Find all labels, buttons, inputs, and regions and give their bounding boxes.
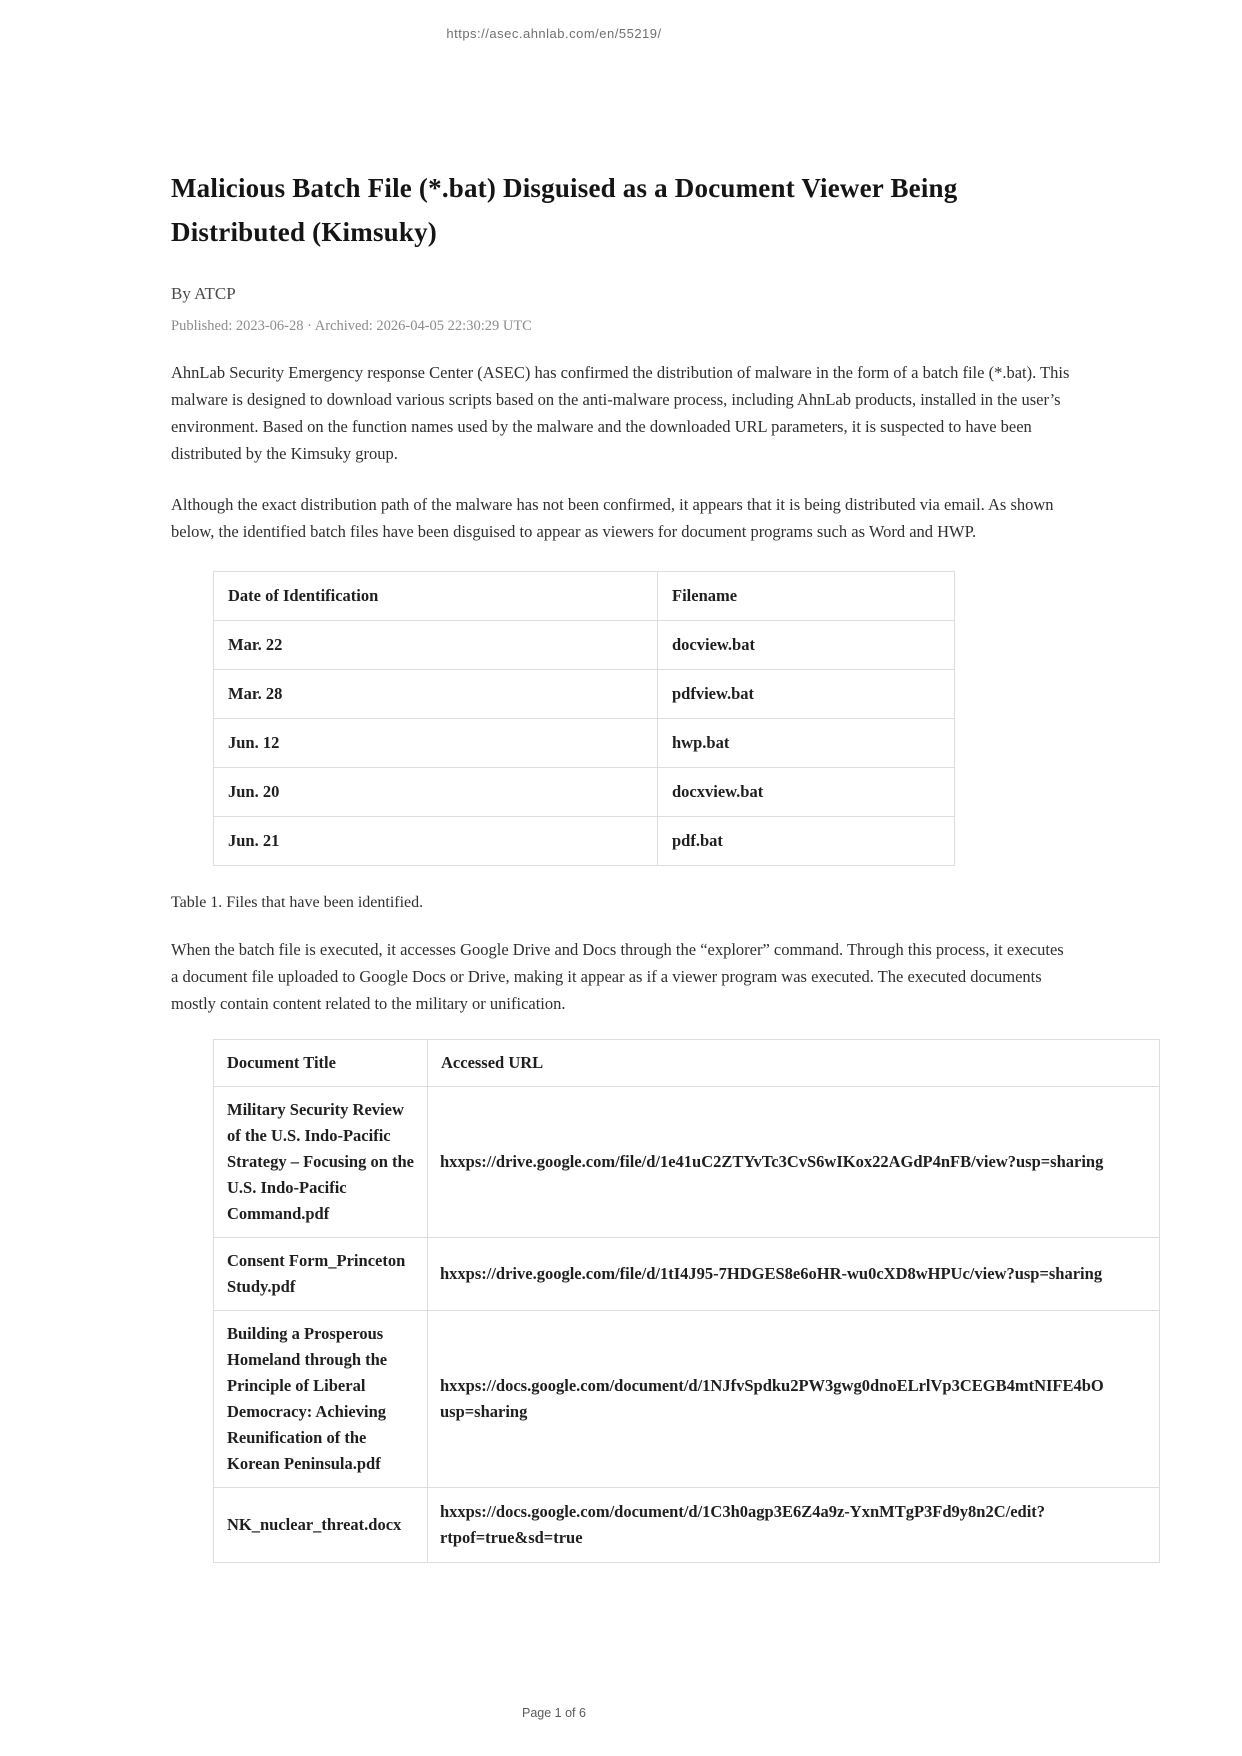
cell-accessed-url <box>428 1311 1160 1488</box>
page-number: Page 1 of 6 <box>522 1706 586 1720</box>
cell-date: Jun. 21 <box>214 817 658 866</box>
cell-filename: pdfview.bat <box>658 670 955 719</box>
table-header-row <box>214 1040 1160 1087</box>
cell-document-title: NK_nuclear_threat.docx <box>214 1488 428 1563</box>
body-paragraph-1: AhnLab Security Emergency response Center (ASEC) has confirmed the distribution of malware in the form of a batch file (*.bat). This malware is designed to download various scripts based on the anti-malware process, including AhnLab products, installed in the user’s environment. Based on the function names used by the malware and the downloaded URL parameters, it is suspected to have been distributed by the Kimsuky group. <box>171 363 1070 463</box>
accessed-url-table <box>213 1039 1160 1563</box>
url-line: usp=sharing <box>440 1402 528 1421</box>
cell-date: Mar. 28 <box>214 670 658 719</box>
column-header-accessed-url: Accessed URL <box>428 1040 1160 1087</box>
url-line: hxxps://drive.google.com/file/d/1e41uC2ZTYvTc3CvS6wIKox22AGdP4nFB/view?usp=sharing <box>440 1152 1104 1171</box>
cell-date: Jun. 12 <box>214 719 658 768</box>
column-header-date: Date of Identification <box>214 572 658 621</box>
url-line: hxxps://docs.google.com/document/d/1C3h0agp3E6Z4a9z-YxnMTgP3Fd9y8n2C/edit? <box>440 1502 1046 1521</box>
article-title: Malicious Batch File (*.bat) Disguised as a Document Viewer Being Distributed (Kimsuky) <box>171 173 958 247</box>
cell-accessed-url <box>428 1087 1160 1238</box>
cell-accessed-url <box>428 1488 1160 1563</box>
url-line: rtpof=true&sd=true <box>440 1528 583 1547</box>
table-row <box>214 670 955 719</box>
body-paragraph-3: When the batch file is executed, it accesses Google Drive and Docs through the “explorer” command. Through this process, it executes a document file uploaded to Google Docs or Drive, making it appear as if a viewer program was executed. The executed documents mostly contain content related to the military or unification. <box>171 940 1064 1013</box>
table1-caption: Table 1. Files that have been identified. <box>171 894 424 911</box>
cell-document-title: Building a Prosperous Homeland through the Principle of Liberal Democracy: Achieving Reunification of the Korean Peninsula.pdf <box>214 1311 428 1488</box>
cell-document-title: Military Security Review of the U.S. Indo-Pacific Strategy – Focusing on the U.S. Indo-Pacific Command.pdf <box>214 1087 428 1238</box>
table-row <box>214 1087 1160 1238</box>
cell-filename: docview.bat <box>658 621 955 670</box>
identified-files-table <box>213 571 955 866</box>
cell-filename: docxview.bat <box>658 768 955 817</box>
table-row <box>214 817 955 866</box>
cell-document-title: Consent Form_Princeton Study.pdf <box>214 1238 428 1311</box>
table-row <box>214 621 955 670</box>
body-paragraph-2: Although the exact distribution path of the malware has not been confirmed, it appears that it is being distributed via email. As shown below, the identified batch files have been disguised to appear as viewers for document programs such as Word and HWP. <box>171 495 1054 541</box>
column-header-document-title: Document Title <box>214 1040 428 1087</box>
table-row <box>214 719 955 768</box>
print-header-url: https://asec.ahnlab.com/en/55219/ <box>446 26 662 41</box>
cell-accessed-url <box>428 1238 1160 1311</box>
article-meta: Published: 2023-06-28 · Archived: 2026-04-05 22:30:29 UTC <box>171 318 532 334</box>
column-header-filename: Filename <box>658 572 955 621</box>
table-row <box>214 1238 1160 1311</box>
cell-date: Mar. 22 <box>214 621 658 670</box>
cell-date: Jun. 20 <box>214 768 658 817</box>
table-row <box>214 1488 1160 1563</box>
article-byline: By ATCP <box>171 284 236 303</box>
url-line: hxxps://drive.google.com/file/d/1tI4J95-7HDGES8e6oHR-wu0cXD8wHPUc/view?usp=sharing <box>440 1264 1103 1283</box>
table-row <box>214 768 955 817</box>
url-line: hxxps://docs.google.com/document/d/1NJfvSpdku2PW3gwg0dnoELrlVp3CEGB4mtNIFE4bO <box>440 1376 1104 1395</box>
cell-filename: pdf.bat <box>658 817 955 866</box>
table-row <box>214 1311 1160 1488</box>
cell-filename: hwp.bat <box>658 719 955 768</box>
article-content <box>171 166 1104 1563</box>
table-header-row <box>214 572 955 621</box>
